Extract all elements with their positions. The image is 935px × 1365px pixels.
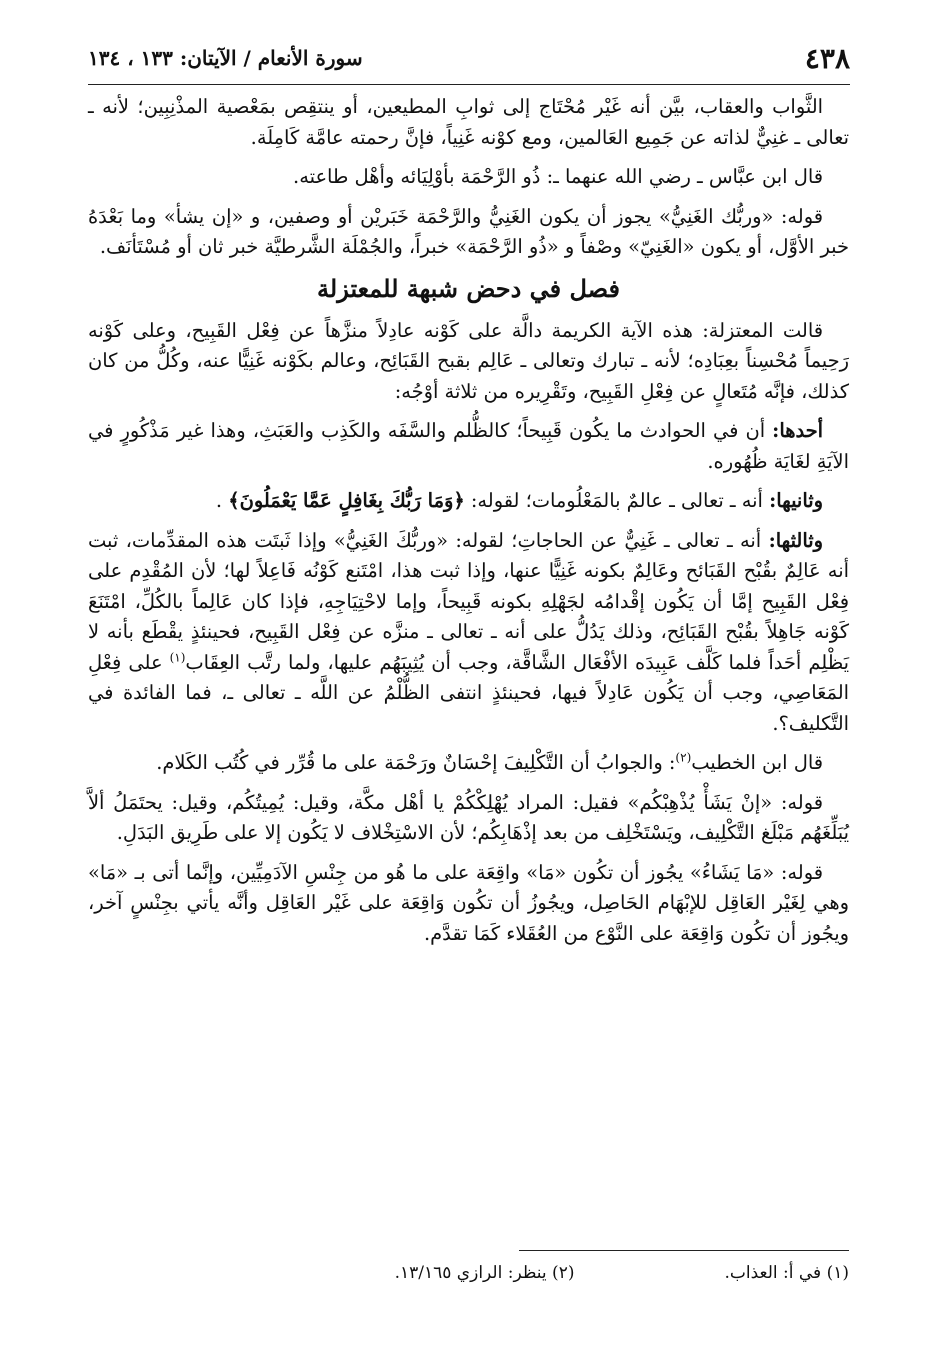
paragraph-mutazila-intro: قالت المعتزلة: هذه الآية الكريمة دالَّة على كَوْنه عادِلاً منزَّهاً عن فِعْل القَبِيح، وعلى كَوْنه رَحِيماً مُحْسِناً بعِبَادِه؛ لأنه ـ تبارك وتعالى ـ عَالِم بقبح القَبَائِح، وعالم بكَوْنه غَنِيًّا عنه، وكُلُّ من كان كذلك، فإنَّه مُتَعالٍ عن فِعْلِ القَبِيح، وتَقْرِيره من ثلاثة أوْجُه:: [88, 318, 849, 403]
paragraph-in-yasha: قوله: «إنْ يَشَأْ يُذْهِبْكُم» فقيل: المراد يُهْلِكْكُمْ يا أهْل مكَّة، وقيل: يُمِيتُكُم، وقيل: يحتَمَلُ ألاَّ يُبَلِّغَهُم مَبْلَغ التَّكْلِيف، ويَسْتَخْلِف من بعد إذْهَابِكُم؛ لأن الاسْتِخْلاف لا يَكُون إلا على طَرِيق البَدَلِ.: [88, 790, 849, 844]
quran-verse: ﴿وَمَا رَبُّكَ بِغَافِلٍ عَمَّا يَعْمَلُونَ﴾: [228, 489, 465, 512]
footnotes: [88, 1263, 849, 1283]
paragraph-reward: الثَّواب والعقاب، بيَّن أنه غَيْر مُحْتَاج إلى ثوابِ المطيعين، أو ينتقِص بمَعْصية المذْنِبِين؛ لأنه ـ تعالى ـ غنِيٌّ لذاته عن جَمِيع العَالمين، ومع كوْنه غَنِياً، فإنَّ رحمته عامَّة كَامِلَة.: [88, 95, 849, 149]
razi-start: قال ابن الخطيب: [691, 751, 823, 774]
paragraph-razi: [88, 748, 849, 779]
first-aspect-text: أن في الحوادث ما يكُون قَبِيحاً؛ كالظُّلم والسَّفَه والكَذِب والعَبَثِ، وهذا غير مَذْكُورٍ في الآيَةِ لغَايَة ظُهُوره.: [88, 419, 849, 473]
page-number: ٤٣٨: [804, 41, 850, 75]
footnote-rule: [519, 1250, 849, 1251]
third-aspect-lead: وثالثها:: [768, 528, 823, 552]
first-aspect-lead: أحدها:: [772, 419, 824, 442]
section-heading: فصل في دحض شبهة للمعتزلة: [317, 273, 620, 303]
running-title: سورة الأنعام / الآيتان: ١٣٣ ، ١٣٤: [88, 46, 363, 70]
paragraph-ibn-abbas: قال ابن عبَّاس ـ رضي الله عنهما ـ: ذُو الرَّحْمَة بأوْلِيَائه وأهْل طاعته.: [293, 165, 823, 188]
razi-text: : والجوابُ أن التَّكْلِيفَ إحْسَانٌ ورَحْمَة على ما قُرِّر في كُتُب الكَلام.: [156, 751, 676, 774]
footnote-2: (٢) ينظر: الرازي ١٣/١٦٥.: [394, 1263, 575, 1283]
footnote-ref-2[interactable]: (٢): [675, 750, 692, 765]
second-aspect-lead: وثانيها:: [769, 489, 823, 512]
paragraph-grammar: قوله: «وربُّك الغَنِيُّ» يجوز أن يكون الغَنِيُّ والرَّحْمَة خَبَريْن أو وصفين، و «إن يشأ» وما بَعْدَهُ خبر الأوَّل، أو يكون «الغَنِيّ» وصْفاً و «ذُو الرَّحْمَة» خبراً، والجُمْلَة الشَّرطيَّة خبر ثان أو مُسْتَأنَف.: [88, 204, 849, 258]
paragraph-third-aspect: [88, 526, 849, 740]
paragraph-second-aspect: [88, 486, 849, 517]
paragraph-first-aspect: [88, 416, 849, 477]
paragraph-ma-yasha: قوله: «مَا يَشَاءُ» يجُوز أن تكُون «مَا» واقِعَة على ما هُو من جِنْسِ الآدَمِيِّين، وإنَّما أتى بـ «مَا» وهي لِغَيْر العَاقِل للإبْهَام الحَاصِل، ويجُوزُ أن تكُون وَاقِعَة على غَيْر العَاقِل وأنَّه يأتي بجِنْسٍ آخر، ويجُوز أن تكُون وَاقِعَة على النَّوْع من العُقَلاء كَمَا تقدَّم.: [88, 860, 849, 945]
page-header: [88, 38, 850, 78]
footnote-1: (١) في أ: العذاب.: [724, 1263, 849, 1283]
second-aspect-text: أنه ـ تعالى ـ عالمٌ بالمَعْلُومات؛ لقوله:: [470, 489, 763, 512]
main-text: [88, 92, 849, 958]
header-rule: [88, 84, 850, 85]
third-aspect-text: أنه ـ تعالى ـ غَنِيٌّ عن الحاجاتِ؛ لقوله: «وربُّكَ الغَنِيُّ» وإذا ثَبتَت هذه المقدِّمات، ثبت أنه عَالِمٌ بقُبْح القَبَائح وعَالِمٌ بكونه غَنِيًّا عنها، وإذا ثبت هذا، امْتَنع كَوْنُه فَاعِلاً لها؛ لأن المُقْدِم على فِعْل القَبِيح إمَّا أن يَكُون إقْدامُه لجَهْلِهِ بكونه قَبِيحاً، وإما لاحْتِيَاجِهِ، فإذا كان عَالِماً بالكُلِّ، امْتَنَعَ كَوْنه جَاهِلاً بقُبْح القَبَائِح، وذلك يَدُلُّ على أنه ـ تعالى ـ منزَّه عن فِعْل القَبِيح، فحينئذٍ يقْطَع بأنه لا يَظْلِم أحَداً فلما كَلَّف عَبِيدَه الأفْعَال الشَّاقَّة، وجب أن يُثِيبَهُم عليها، ولما رتَّب العِقَاب: [88, 528, 849, 674]
second-aspect-end: .: [215, 489, 223, 512]
footnote-ref-1[interactable]: (١): [169, 650, 186, 665]
third-aspect-tail: على فِعْلِ المَعَاصِي، وجب أن يَكُون عَادِلاً فيها، فحينئذٍ انتفى الظُّلْمُ عن اللَّه ـ تعالى ـ، فما الفائدة في التَّكليف؟.: [88, 650, 849, 735]
